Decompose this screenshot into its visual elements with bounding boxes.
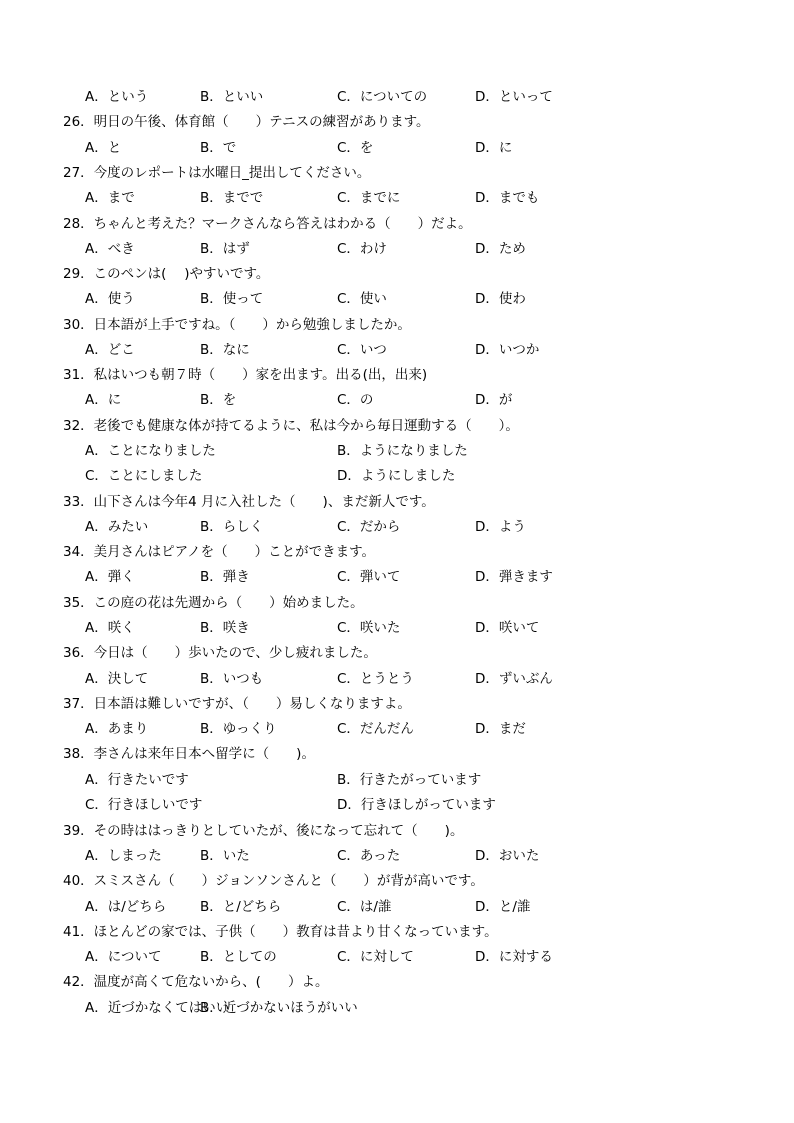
question-stem: 27．今度のレポートは水曜日_提出してください。 [63, 165, 371, 181]
question-stem: 41．ほとんどの家では、子供（ ）教育は昔より甘くなっています。 [63, 924, 498, 940]
answer-option[interactable]: D．が [475, 392, 513, 408]
answer-option[interactable]: D．に対する [475, 949, 553, 965]
answer-option[interactable]: B．で [200, 140, 237, 156]
answer-option[interactable]: B．近づかないほうがいい [200, 1000, 358, 1016]
answer-option[interactable]: B．いつも [200, 671, 264, 687]
answer-option[interactable]: A．どこ [85, 342, 135, 358]
answer-option[interactable]: D．ずいぶん [475, 671, 553, 687]
answer-option[interactable]: D．使わ [475, 291, 526, 307]
answer-option[interactable]: A．使う [85, 291, 135, 307]
answer-option[interactable]: A．しまった [85, 848, 162, 864]
answer-option[interactable]: D．弾きます [475, 569, 553, 585]
answer-option[interactable]: B．としての [200, 949, 277, 965]
answer-option[interactable]: D．と/誰 [475, 899, 531, 915]
answer-option[interactable]: A．に [85, 392, 122, 408]
answer-option[interactable]: B．と/どちら [200, 899, 282, 915]
question-stem: 35．この庭の花は先週から（ ）始めました。 [63, 595, 364, 611]
answer-option[interactable]: D．行きほしがっています [337, 797, 496, 813]
question-stem: 28．ちゃんと考えた？マークさんなら答えはわかる（ ）だよ。 [63, 216, 472, 232]
question-stem: 33．山下さんは今年4 月に入社した（ )、まだ新人です。 [63, 494, 435, 510]
answer-option[interactable]: D．いつか [475, 342, 540, 358]
answer-option[interactable]: A．近づかなくてはいい [85, 1000, 230, 1016]
answer-option[interactable]: C．わけ [337, 241, 387, 257]
answer-option[interactable]: A．みたい [85, 519, 149, 535]
answer-option[interactable]: D．よう [475, 519, 526, 535]
answer-option[interactable]: D．まだ [475, 721, 526, 737]
answer-option[interactable]: C．弾いて [337, 569, 401, 585]
answer-option[interactable]: A．咲く [85, 620, 135, 636]
answer-option[interactable]: C．とうとう [337, 671, 414, 687]
question-stem: 34．美月さんはピアノを（ ）ことができます。 [63, 544, 376, 560]
answer-option[interactable]: A．という [85, 89, 149, 105]
answer-option[interactable]: C．咲いた [337, 620, 401, 636]
question-stem: 42．温度が高くて危ないから、( ）よ。 [63, 974, 329, 990]
answer-option[interactable]: B．弾き [200, 569, 250, 585]
question-stem: 36．今日は（ ）歩いたので、少し疲れました。 [63, 645, 377, 661]
answer-option[interactable]: B．ゆっくり [200, 721, 277, 737]
answer-option[interactable]: A．ことになりました [85, 443, 216, 459]
answer-option[interactable]: C．だんだん [337, 721, 414, 737]
answer-option[interactable]: A．まで [85, 190, 135, 206]
answer-option[interactable]: B．までで [200, 190, 264, 206]
answer-option[interactable]: A．あまり [85, 721, 149, 737]
answer-option[interactable]: A．決して [85, 671, 149, 687]
answer-option[interactable]: B．らしく [200, 519, 264, 535]
answer-option[interactable]: D．おいた [475, 848, 540, 864]
answer-option[interactable]: C．行きほしいです [85, 797, 203, 813]
answer-option[interactable]: A．べき [85, 241, 135, 257]
answer-option[interactable]: C．だから [337, 519, 401, 535]
answer-option[interactable]: C．に対して [337, 949, 414, 965]
answer-option[interactable]: C．いつ [337, 342, 387, 358]
answer-option[interactable]: D．といって [475, 89, 553, 105]
answer-option[interactable]: C．あった [337, 848, 401, 864]
answer-option[interactable]: C．についての [337, 89, 428, 105]
answer-option[interactable]: B．を [200, 392, 237, 408]
answer-option[interactable]: C．を [337, 140, 374, 156]
answer-option[interactable]: A．について [85, 949, 162, 965]
answer-option[interactable]: A．行きたいです [85, 772, 189, 788]
question-stem: 32．老後でも健康な体が持てるように、私は今から毎日運動する（ ）。 [63, 418, 519, 434]
question-stem: 38．李さんは来年日本へ留学に（ )。 [63, 746, 315, 762]
answer-option[interactable]: B．なに [200, 342, 250, 358]
answer-option[interactable]: A．と [85, 140, 122, 156]
answer-option[interactable]: D．までも [475, 190, 540, 206]
question-stem: 37．日本語は難しいですが、（ ）易しくなりますよ。 [63, 696, 411, 712]
question-stem: 39．その時ははっきりとしていたが、後になって忘れて（ )。 [63, 823, 464, 839]
answer-option[interactable]: D．に [475, 140, 513, 156]
answer-option[interactable]: C．の [337, 392, 374, 408]
answer-option[interactable]: B．咲き [200, 620, 250, 636]
answer-option[interactable]: D．ようにしました [337, 468, 456, 484]
answer-option[interactable]: C．使い [337, 291, 387, 307]
answer-option[interactable]: D．咲いて [475, 620, 540, 636]
answer-option[interactable]: C．ことにしました [85, 468, 203, 484]
question-stem: 30．日本語が上手ですね。（ ）から勉強しましたか。 [63, 317, 411, 333]
answer-option[interactable]: B．はず [200, 241, 250, 257]
answer-option[interactable]: C．は/誰 [337, 899, 392, 915]
question-stem: 40．スミスさん（ ）ジョンソンさんと（ ）が背が高いです。 [63, 873, 484, 889]
answer-option[interactable]: B．といい [200, 89, 264, 105]
answer-option[interactable]: A．は/どちら [85, 899, 167, 915]
answer-option[interactable]: B．いた [200, 848, 250, 864]
answer-option[interactable]: B．行きたがっています [337, 772, 482, 788]
question-stem: 26．明日の午後、体育館（ ）テニスの練習があります。 [63, 114, 430, 130]
answer-option[interactable]: A．弾く [85, 569, 135, 585]
answer-option[interactable]: C．までに [337, 190, 401, 206]
answer-option[interactable]: B．ようになりました [337, 443, 468, 459]
question-stem: 29．このペンは( )やすいです。 [63, 266, 270, 282]
question-stem: 31．私はいつも朝７時（ ）家を出ます。出る(出，出来) [63, 367, 428, 383]
answer-option[interactable]: D．ため [475, 241, 526, 257]
answer-option[interactable]: B．使って [200, 291, 264, 307]
